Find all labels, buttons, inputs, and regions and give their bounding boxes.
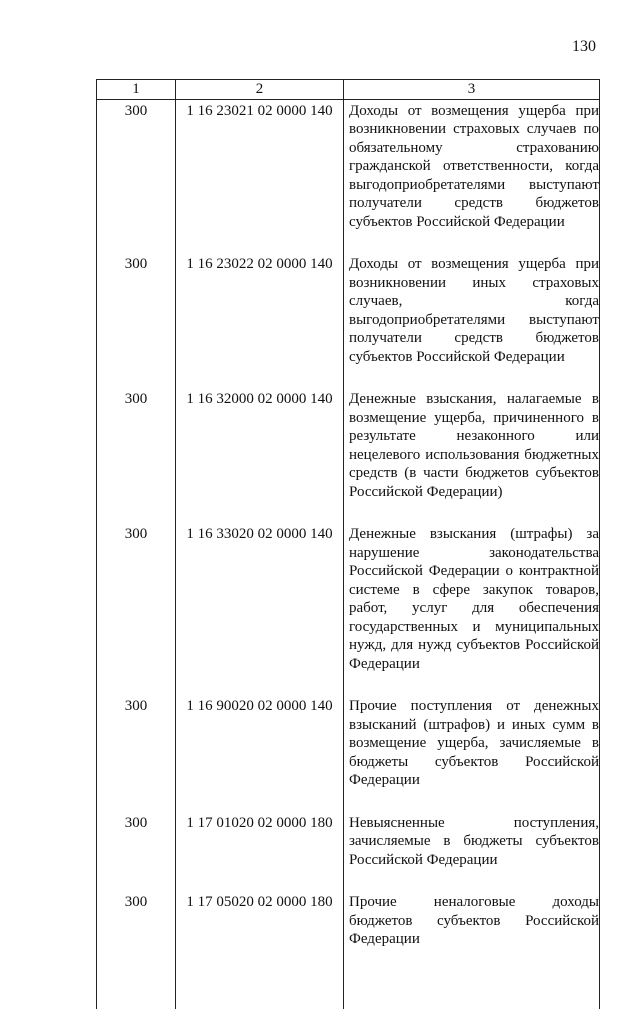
table-row: [97, 388, 600, 501]
description-cell: Денежные взыскания (штрафы) за нарушение законодательства Российской Федерации о контрактной системе в сфере закупок товаров, работ, услуг для обеспечения государственных и муниципальных нужд, для нужд субъектов Российской Федерации: [344, 523, 600, 673]
admin-code-cell: 300: [97, 253, 176, 366]
admin-code-cell: 300: [97, 891, 176, 949]
description-cell: Прочие неналоговые доходы бюджетов субъектов Российской Федерации: [344, 891, 600, 949]
budget-code-cell: 1 16 90020 02 0000 140: [176, 695, 344, 790]
row-spacer: [97, 790, 600, 812]
table-row: [97, 253, 600, 366]
budget-code-cell: 1 16 33020 02 0000 140: [176, 523, 344, 673]
column-header-2: 2: [176, 80, 344, 100]
row-spacer: [97, 949, 600, 1009]
row-spacer: [97, 366, 600, 388]
description-cell: Доходы от возмещения ущерба при возникновении иных страховых случаев, когда выгодоприобретателями выступают получатели средств бюджетов субъектов Российской Федерации: [344, 253, 600, 366]
header-row: [97, 80, 600, 100]
description-cell: Прочие поступления от денежных взысканий (штрафов) и иных сумм в возмещение ущерба, зачисляемые в бюджеты субъектов Российской Федерации: [344, 695, 600, 790]
table-row: [97, 812, 600, 870]
table-row: [97, 99, 600, 231]
row-spacer: [97, 869, 600, 891]
admin-code-cell: 300: [97, 523, 176, 673]
description-cell: Доходы от возмещения ущерба при возникновении страховых случаев по обязательному страхованию гражданской ответственности, когда выгодоприобретателями выступают получатели средств бюджетов субъектов Российской Федерации: [344, 99, 600, 231]
row-spacer: [97, 231, 600, 253]
admin-code-cell: 300: [97, 388, 176, 501]
admin-code-cell: 300: [97, 695, 176, 790]
description-cell: Невыясненные поступления, зачисляемые в бюджеты субъектов Российской Федерации: [344, 812, 600, 870]
table-row: [97, 523, 600, 673]
budget-codes-table: [96, 79, 600, 1009]
row-spacer: [97, 673, 600, 695]
budget-code-cell: 1 16 23022 02 0000 140: [176, 253, 344, 366]
budget-code-cell: 1 16 23021 02 0000 140: [176, 99, 344, 231]
description-cell: Денежные взыскания, налагаемые в возмещение ущерба, причиненного в результате незаконного или нецелевого использования бюджетных средств (в части бюджетов субъектов Российской Федерации): [344, 388, 600, 501]
budget-code-cell: 1 16 32000 02 0000 140: [176, 388, 344, 501]
column-header-1: 1: [97, 80, 176, 100]
table-row: [97, 695, 600, 790]
table-row: [97, 891, 600, 949]
budget-code-cell: 1 17 05020 02 0000 180: [176, 891, 344, 949]
admin-code-cell: 300: [97, 99, 176, 231]
column-header-3: 3: [344, 80, 600, 100]
row-spacer: [97, 501, 600, 523]
budget-code-cell: 1 17 01020 02 0000 180: [176, 812, 344, 870]
page-number: 130: [572, 38, 596, 55]
admin-code-cell: 300: [97, 812, 176, 870]
